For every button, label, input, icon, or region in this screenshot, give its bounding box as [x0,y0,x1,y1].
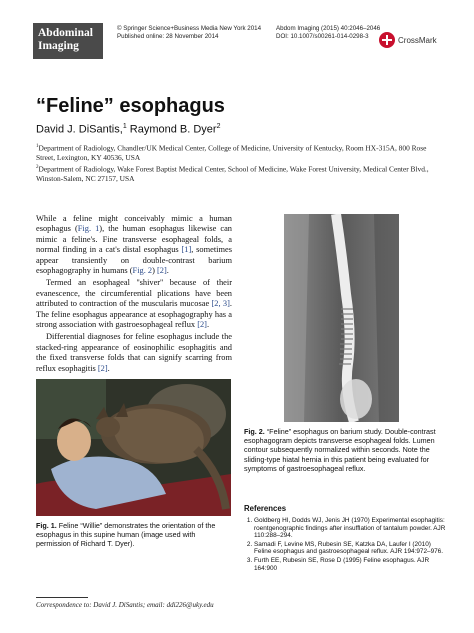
citation-link[interactable]: [1] [181,245,192,255]
text-run: . [107,363,110,373]
reference-list [244,517,449,573]
photo-illustration [36,379,231,516]
copyright-line: © Springer Science+Business Media New York 2014 [117,25,262,32]
figure-2-xray [284,214,399,422]
text-run: Termed an esophageal ''shiver'' because of their evanescence, the circumferential plications have been attributed to contraction of the muscularis mucosae [36,278,232,309]
figure-label: Fig. 1. [36,521,57,530]
doi-line[interactable]: DOI: 10.1007/s00261-014-0298-3 [276,33,369,40]
references-heading: References [244,504,287,513]
text-run: While a feline might conceivably mimic a human esophagus ( [36,214,232,234]
article-title: “Feline” esophagus [36,95,225,117]
citation-link[interactable]: [2, 3] [211,299,230,309]
citation-link[interactable]: [2] [97,363,108,373]
reference-item[interactable]: 2. Samadi F, Levine MS, Rubesin SE, Katzka DA, Laufer I (2010) Feline esophagus and gastroesophageal reflux. AJR 194:972–976. [254,541,449,556]
journal-logo [33,23,103,59]
reference-item[interactable]: 3. Furth EE, Rubesin SE, Rose D (1995) Feline esophagus. AJR 164:900 [254,557,449,572]
citation-line: Abdom Imaging (2015) 40:2046–2046 [276,25,381,32]
author-name: Raymond B. Dyer [129,123,217,136]
author-name: David J. DiSantis, [36,123,123,136]
author-affil-mark: 1 [122,123,127,130]
affiliation-1 [36,142,446,163]
text-run: Differential diagnoses for feline esophagus include the stacked-ring appearance of eosinophilic esophagitis and the fixed transverse folds that can signify scarring from reflux esophagitis [36,332,232,373]
caption-text: Feline “Willie” demonstrates the orientation of the esophagus in this supine human (image used with permission of Richard T. Dyer). [36,521,216,549]
text-run: ) [152,266,157,276]
citation-link[interactable]: [2] [197,320,207,330]
crossmark-badge[interactable] [379,31,459,49]
body-text [36,214,232,374]
author-affil-mark: 2 [216,123,221,130]
affil-mark: 1 [36,144,39,149]
publisher-info [117,25,261,41]
paragraph-1 [36,214,232,276]
paragraph-3 [36,332,232,374]
footnote-divider [36,597,88,598]
affil-text: Department of Radiology, Chandler/UK Medical Center, College of Medicine, University of Kentucky, Room HX-315A, 800 Rose Street, Lexington, KY 40536, USA [36,143,427,163]
affil-text: Department of Radiology, Wake Forest Baptist Medical Center, School of Medicine, Wake Forest University, Medical Center Blvd., Winston-Salem, NC 27157, USA [36,164,429,184]
figure-1-photo [36,379,231,516]
journal-name: Abdominal Imaging [38,27,93,52]
text-run: ), the human esophagus likewise can mimic a feline's. Fine transverse esophageal folds, a normal finding in a cat's distal esophagus [36,224,232,255]
text-run: . [206,320,210,330]
affiliation-2 [36,163,446,184]
xray-illustration [284,214,399,422]
affil-mark: 2 [36,165,39,170]
figure-link[interactable]: Fig. 2 [132,266,153,276]
figure-1-caption [36,521,232,549]
text-run: . [166,266,169,276]
crossmark-label: CrossMark [398,35,437,45]
paragraph-2 [36,278,232,330]
published-date: Published online: 28 November 2014 [117,33,219,40]
figure-link[interactable]: Fig. 1 [77,224,100,234]
text-run: . The feline esophagus appearance at esophagography has a strong association with gastroesophageal reflux [36,299,233,330]
caption-text: “Feline” esophagus on barium study. Double-contrast esophagogram depicts transverse esophageal folds. Lumen contour subsequently normalized within seconds. Note the sliding-type hiatal hernia in this patient being evaluated for symptoms of gastroesophageal reflux. [244,427,436,473]
correspondence-footnote: Correspondence to: David J. DiSantis; email: ddi226@uky.edu [36,601,214,609]
figure-label: Fig. 2. [244,427,265,436]
figure-2-caption [244,427,452,473]
citation-link[interactable]: [2] [156,266,167,276]
reference-item[interactable]: 1. Goldberg HI, Dodds WJ, Jenis JH (1970) Experimental esophagitis: roentgenographic findings after insufflation of tantalum powder. AJR 110:288–294. [254,517,449,540]
text-run: , sometimes appear transiently on double-contrast barium esophagography in humans ( [36,245,232,276]
crossmark-icon [379,32,395,48]
author-line [36,123,221,136]
citation-info [276,25,380,41]
